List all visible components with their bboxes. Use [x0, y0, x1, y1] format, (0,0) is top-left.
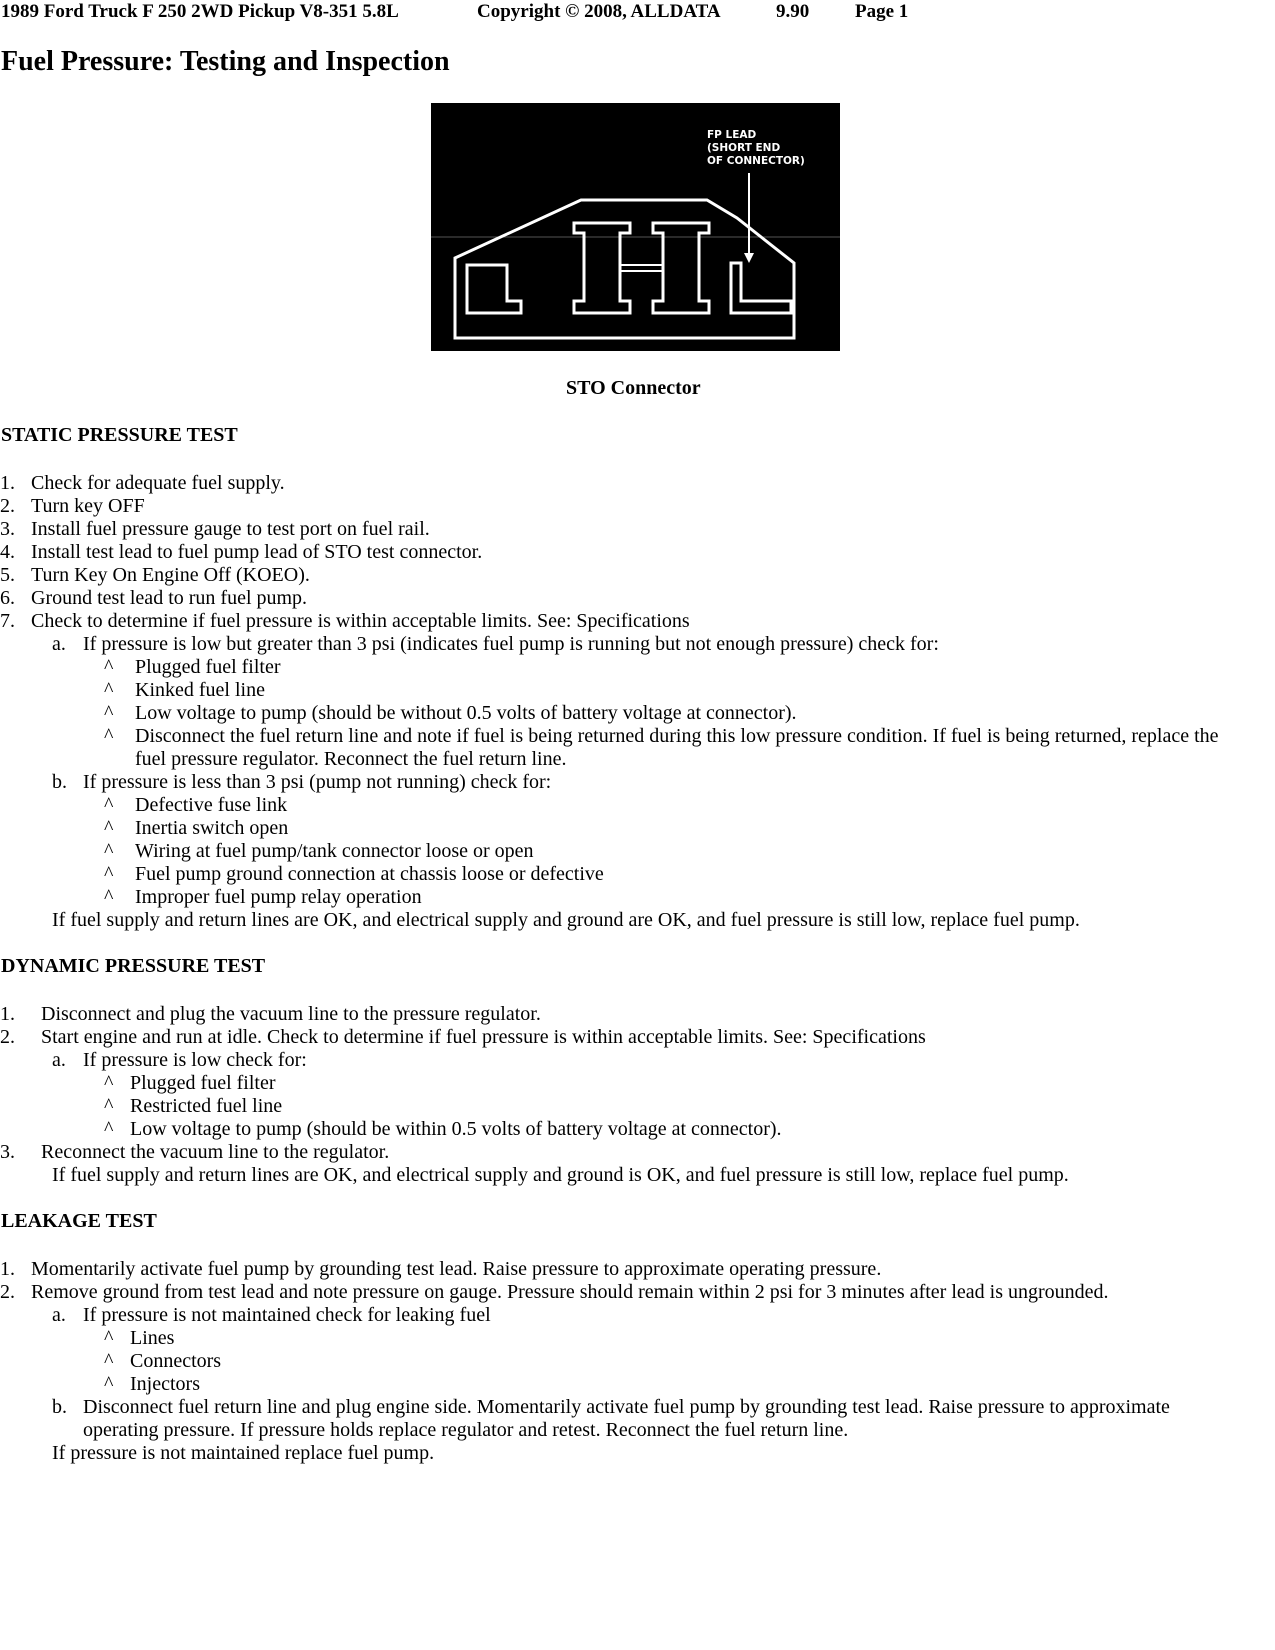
static-conclusion: If fuel supply and return lines are OK, and electrical supply and ground are OK, and fuel pressure is still low, replace fuel pump.: [52, 909, 1080, 931]
header-copyright: Copyright © 2008, ALLDATA: [477, 1, 721, 22]
callout-line-1: FP LEAD: [707, 129, 757, 141]
static-test-heading: STATIC PRESSURE TEST: [1, 424, 238, 446]
leakage-test-heading: LEAKAGE TEST: [1, 1210, 157, 1232]
sto-connector-diagram: [431, 103, 840, 351]
leakage-sub-b-cont: operating pressure. If pressure holds replace regulator and retest. Reconnect the fuel return line.: [83, 1419, 849, 1441]
page-title: Fuel Pressure: Testing and Inspection: [1, 46, 450, 77]
dynamic-conclusion: If fuel supply and return lines are OK, and electrical supply and ground is OK, and fuel pressure is still low, replace fuel pump.: [52, 1164, 1069, 1186]
header-version: 9.90: [776, 1, 810, 22]
callout-line-3: OF CONNECTOR): [707, 155, 805, 167]
document-page: 1989 Ford Truck F 250 2WD Pickup V8-351 5.8L Copyright © 2008, ALLDATA 9.90 Page 1 Fuel Pressure: Testing and Inspection FP LEAD (SHORT END OF CONNECTOR) STO Connector STATIC PRESSURE TEST 1. Check for adequate fuel supply. 2. Turn key OFF 3. Install fuel pressure gauge to test port on fuel rail. 4. Install test lead to fuel pump lead of STO test connector. 5. Turn Key On Engine Off (KOEO). 6. Ground test lead to run fuel pump. 7. Check to determine if fuel pressure is within acceptable limits. See: Specifications a. If pressure is low but greater than 3 psi (indicates fuel pump is running but not enough pressure) check for: ^ Plugged fuel filter ^ Kinked fuel line ^ Low voltage to pump (should be without 0.5 volts of battery voltage at connector). ^ Disconnect the fuel return line and note if fuel is being returned during this low pressure condition. If fuel is being returned, replace the fuel pressure regulator. Reconnect the fuel return line. b. If pressure is less than 3 psi (pump not running) check for: ^ Defective fuse link ^ Inertia switch open ^ Wiring at fuel pump/tank connector loose or open ^ Fuel pump ground connection at chassis loose or defective ^ Improper fuel pump relay operation If fuel supply and return lines are OK, and electrical supply and ground are OK, and fuel pressure is still low, replace fuel pump. DYNAMIC PRESSURE TEST 1. Disconnect and plug the vacuum line to the pressure regulator. 2. Start engine and run at idle. Check to determine if fuel pressure is within acceptable limits. See: Specifications a. If pressure is low check for: ^ Plugged fuel filter ^ Restricted fuel line ^ Low voltage to pump (should be within 0.5 volts of battery voltage at connector). 3. Reconnect the vacuum line to the regulator. If fuel supply and return lines are OK, and electrical supply and ground is OK, and fuel pressure is still low, replace fuel pump. LEAKAGE TEST 1. Momentarily activate fuel pump by grounding test lead. Raise pressure to approximate operating pressure. 2. Remove ground from test lead and note pressure on gauge. Pressure should remain within 2 psi for 3 minutes after lead is ungrounded. a. If pressure is not maintained check for leaking fuel ^ Lines ^ Connectors ^ Injectors b. Disconnect fuel return line and plug engine side. Momentarily activate fuel pump by grounding test lead. Raise pressure to approximate operating pressure. If pressure holds replace regulator and retest. Reconnect the fuel return line. If pressure is not maintained replace fuel pump.: [0, 1, 1219, 1464]
figure-caption: STO Connector: [566, 377, 701, 399]
header-page: Page 1: [855, 1, 909, 22]
header-vehicle: 1989 Ford Truck F 250 2WD Pickup V8-351 5.8L: [1, 1, 399, 22]
leakage-conclusion: If pressure is not maintained replace fuel pump.: [52, 1442, 435, 1464]
callout-line-2: (SHORT END: [707, 142, 781, 154]
static-sub-a-item-4-cont: fuel pressure regulator. Reconnect the fuel return line.: [135, 748, 567, 770]
dynamic-test-heading: DYNAMIC PRESSURE TEST: [1, 955, 266, 977]
